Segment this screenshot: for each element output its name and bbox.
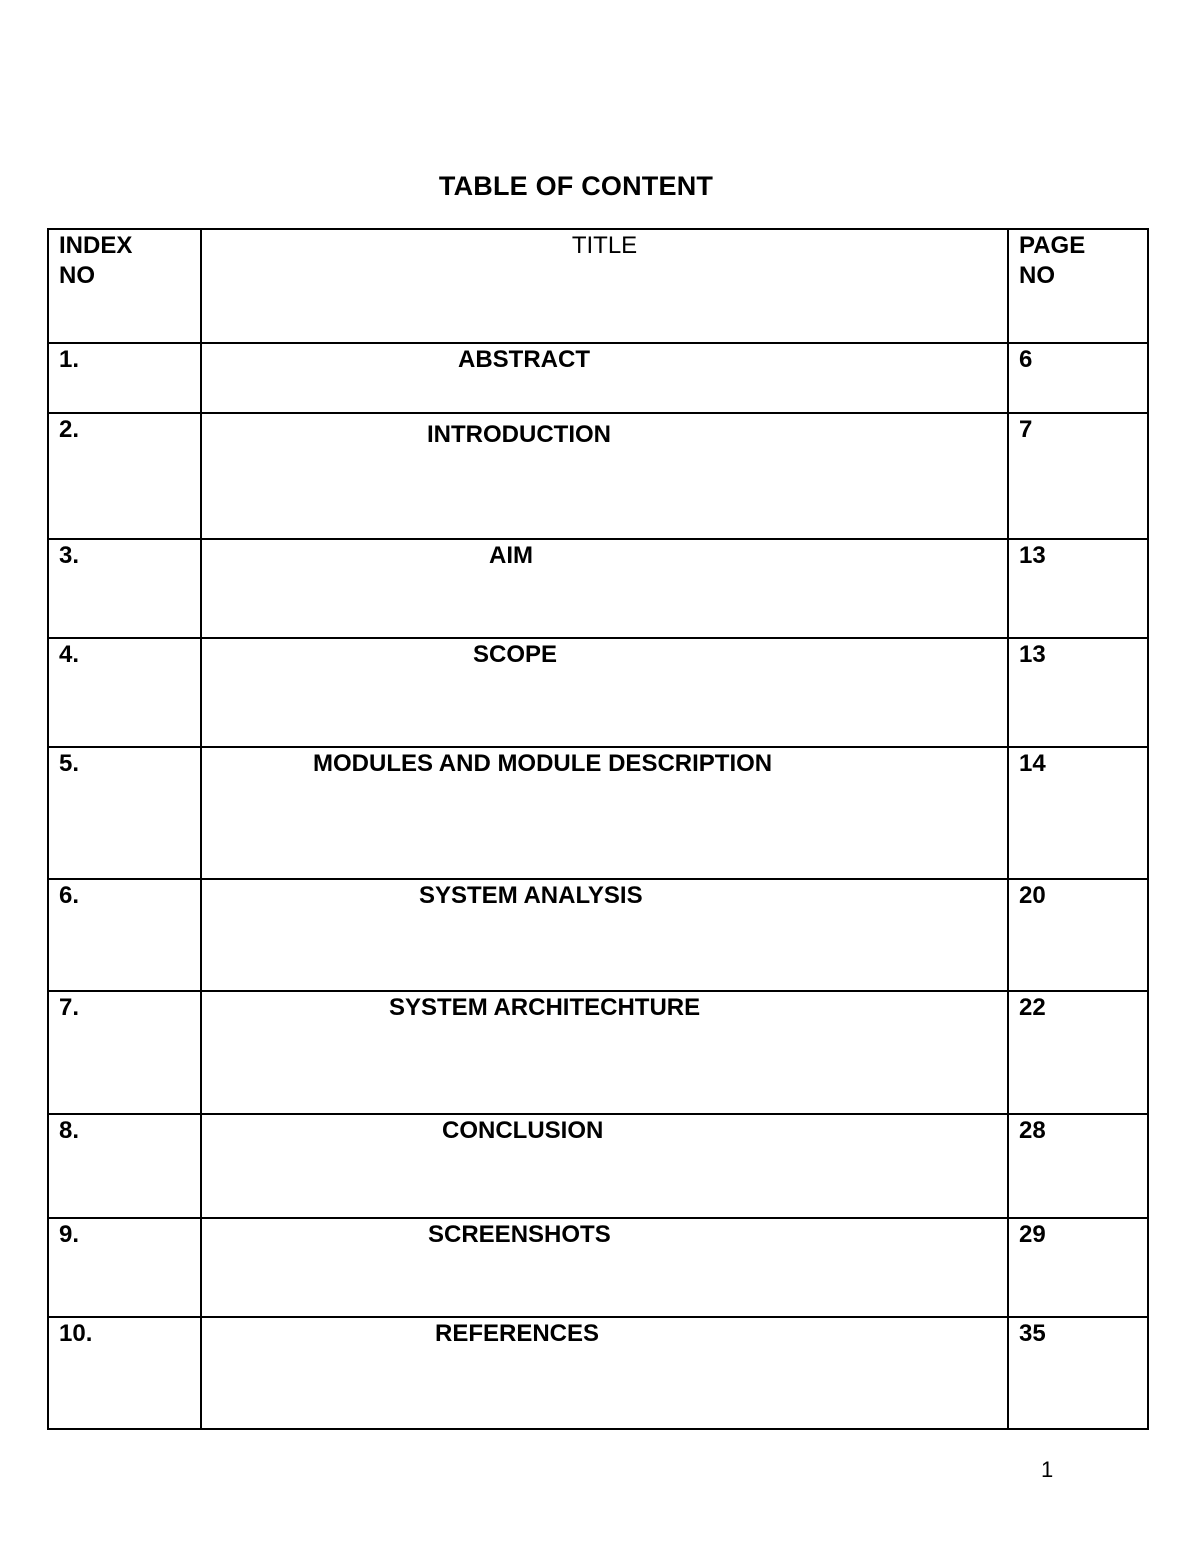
row-index: 4.: [48, 638, 201, 747]
row-title-text: REFERENCES: [435, 1320, 600, 1347]
row-page: 13: [1008, 539, 1148, 638]
row-index: 10.: [48, 1317, 201, 1429]
row-title-text: SYSTEM ARCHITECHTURE: [389, 994, 701, 1021]
index-header-line1: INDEX: [59, 232, 133, 259]
page-header-line1: PAGE: [1019, 232, 1086, 259]
page-title: TABLE OF CONTENT: [438, 171, 714, 201]
row-title-text: SCREENSHOTS: [428, 1221, 611, 1248]
row-title: [201, 413, 1008, 539]
row-title: [201, 1317, 1008, 1429]
row-page: 13: [1008, 638, 1148, 747]
row-title-text: MODULES AND MODULE DESCRIPTION: [313, 750, 773, 777]
row-page: 6: [1008, 343, 1148, 413]
row-title-text: INTRODUCTION: [427, 421, 611, 448]
table-row: [48, 343, 1148, 413]
page-number: 1: [1041, 1457, 1054, 1482]
table-row: [48, 413, 1148, 539]
row-index: 9.: [48, 1218, 201, 1317]
row-page: 28: [1008, 1114, 1148, 1218]
page-no-header: [1008, 229, 1148, 343]
row-title-text: AIM: [489, 542, 533, 569]
row-title: [201, 343, 1008, 413]
row-index: 7.: [48, 991, 201, 1114]
row-title: [201, 747, 1008, 879]
row-title: [201, 638, 1008, 747]
row-page: 14: [1008, 747, 1148, 879]
row-title-text: ABSTRACT: [458, 346, 590, 373]
title-header: TITLE: [201, 229, 1008, 343]
row-title: [201, 1114, 1008, 1218]
index-no-header: [48, 229, 201, 343]
row-index: 3.: [48, 539, 201, 638]
table-of-contents: [47, 228, 1149, 1430]
table-row: [48, 1317, 1148, 1429]
index-header-line2: NO: [59, 262, 95, 289]
table-row: [48, 747, 1148, 879]
table-row: [48, 1114, 1148, 1218]
table-row: [48, 991, 1148, 1114]
row-index: 1.: [48, 343, 201, 413]
table-row: [48, 879, 1148, 991]
row-page: 7: [1008, 413, 1148, 539]
row-title: [201, 991, 1008, 1114]
page-header-line2: NO: [1019, 262, 1055, 289]
row-title-text: SYSTEM ANALYSIS: [419, 882, 643, 909]
row-title-text: SCOPE: [473, 641, 558, 668]
row-page: 20: [1008, 879, 1148, 991]
row-index: 2.: [48, 413, 201, 539]
row-index: 6.: [48, 879, 201, 991]
table-row: [48, 539, 1148, 638]
table-row: [48, 1218, 1148, 1317]
table-header-row: [48, 229, 1148, 343]
row-page: 22: [1008, 991, 1148, 1114]
row-title-text: CONCLUSION: [442, 1117, 604, 1144]
row-title: [201, 539, 1008, 638]
row-title: [201, 1218, 1008, 1317]
row-page: 29: [1008, 1218, 1148, 1317]
row-title: [201, 879, 1008, 991]
row-page: 35: [1008, 1317, 1148, 1429]
table-row: [48, 638, 1148, 747]
row-index: 8.: [48, 1114, 201, 1218]
row-index: 5.: [48, 747, 201, 879]
